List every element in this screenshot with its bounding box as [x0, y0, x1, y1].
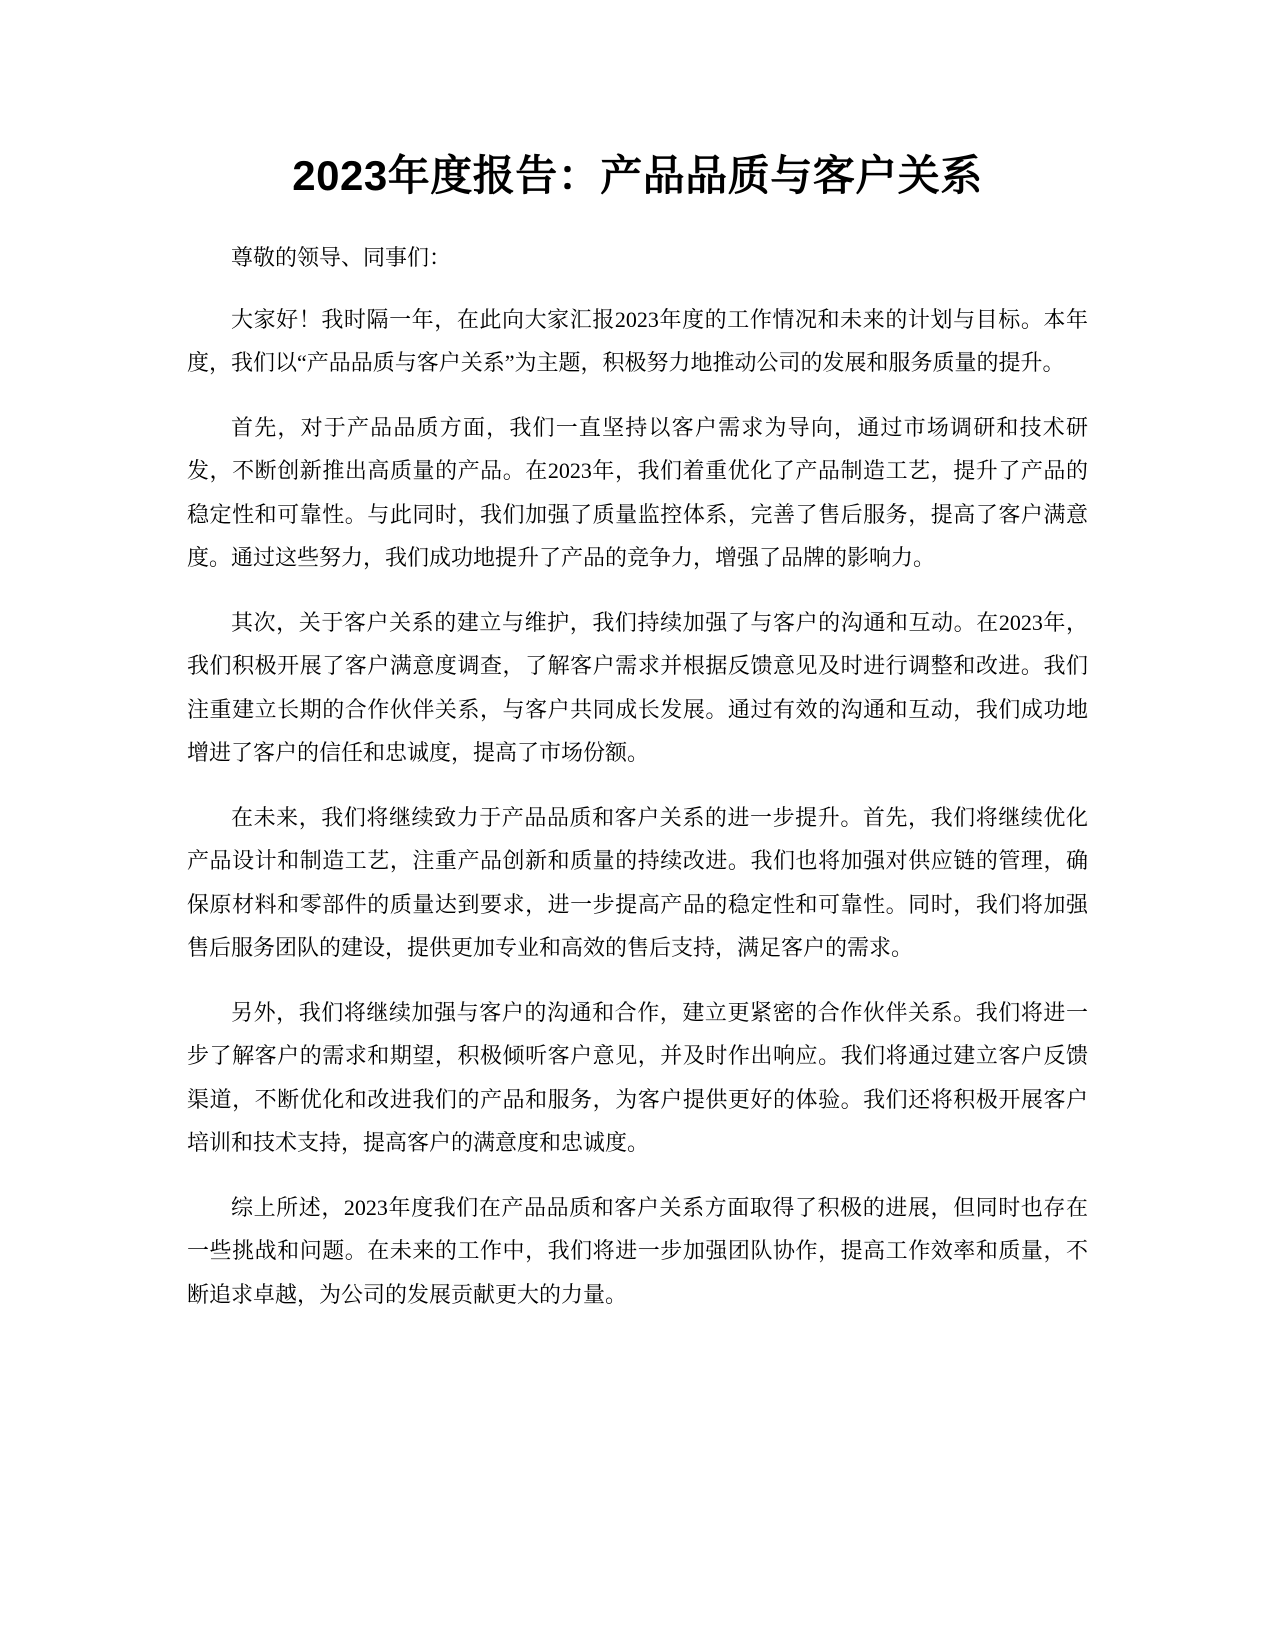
- paragraph-conclusion: 综上所述，2023年度我们在产品品质和客户关系方面取得了积极的进展，但同时也存在一些挑战和问题。在未来的工作中，我们将进一步加强团队协作，提高工作效率和质量，不断追求卓越，为公司的发展贡献更大的力量。: [187, 1194, 1088, 1307]
- paragraph-product-quality: 首先，对于产品品质方面，我们一直坚持以客户需求为导向，通过市场调研和技术研发，不断创新推出高质量的产品。在2023年，我们着重优化了产品制造工艺，提升了产品的稳定性和可靠性。与此同时，我们加强了质量监控体系，完善了售后服务，提高了客户满意度。通过这些努力，我们成功地提升了产品的竞争力，增强了品牌的影响力。: [187, 414, 1088, 570]
- document-body: [187, 236, 1088, 1337]
- document-title: 2023年度报告：产品品质与客户关系: [292, 152, 983, 199]
- paragraph-future-product: 在未来，我们将继续致力于产品品质和客户关系的进一步提升。首先，我们将继续优化产品设计和制造工艺，注重产品创新和质量的持续改进。我们也将加强对供应链的管理，确保原材料和零部件的质量达到要求，进一步提高产品的稳定性和可靠性。同时，我们将加强售后服务团队的建设，提供更加专业和高效的售后支持，满足客户的需求。: [187, 804, 1088, 960]
- paragraph-future-customer: 另外，我们将继续加强与客户的沟通和合作，建立更紧密的合作伙伴关系。我们将进一步了解客户的需求和期望，积极倾听客户意见，并及时作出响应。我们将通过建立客户反馈渠道，不断优化和改进我们的产品和服务，为客户提供更好的体验。我们还将积极开展客户培训和技术支持，提高客户的满意度和忠诚度。: [187, 999, 1088, 1155]
- salutation: 尊敬的领导、同事们：: [231, 245, 452, 270]
- paragraph-customer-relations: 其次，关于客户关系的建立与维护，我们持续加强了与客户的沟通和互动。在2023年，我们积极开展了客户满意度调查，了解客户需求并根据反馈意见及时进行调整和改进。我们注重建立长期的合作伙伴关系，与客户共同成长发展。通过有效的沟通和互动，我们成功地增进了客户的信任和忠诚度，提高了市场份额。: [187, 609, 1088, 765]
- paragraph-greeting: 大家好！我时隔一年，在此向大家汇报2023年度的工作情况和未来的计划与目标。本年度，我们以“产品品质与客户关系”为主题，积极努力地推动公司的发展和服务质量的提升。: [187, 306, 1088, 375]
